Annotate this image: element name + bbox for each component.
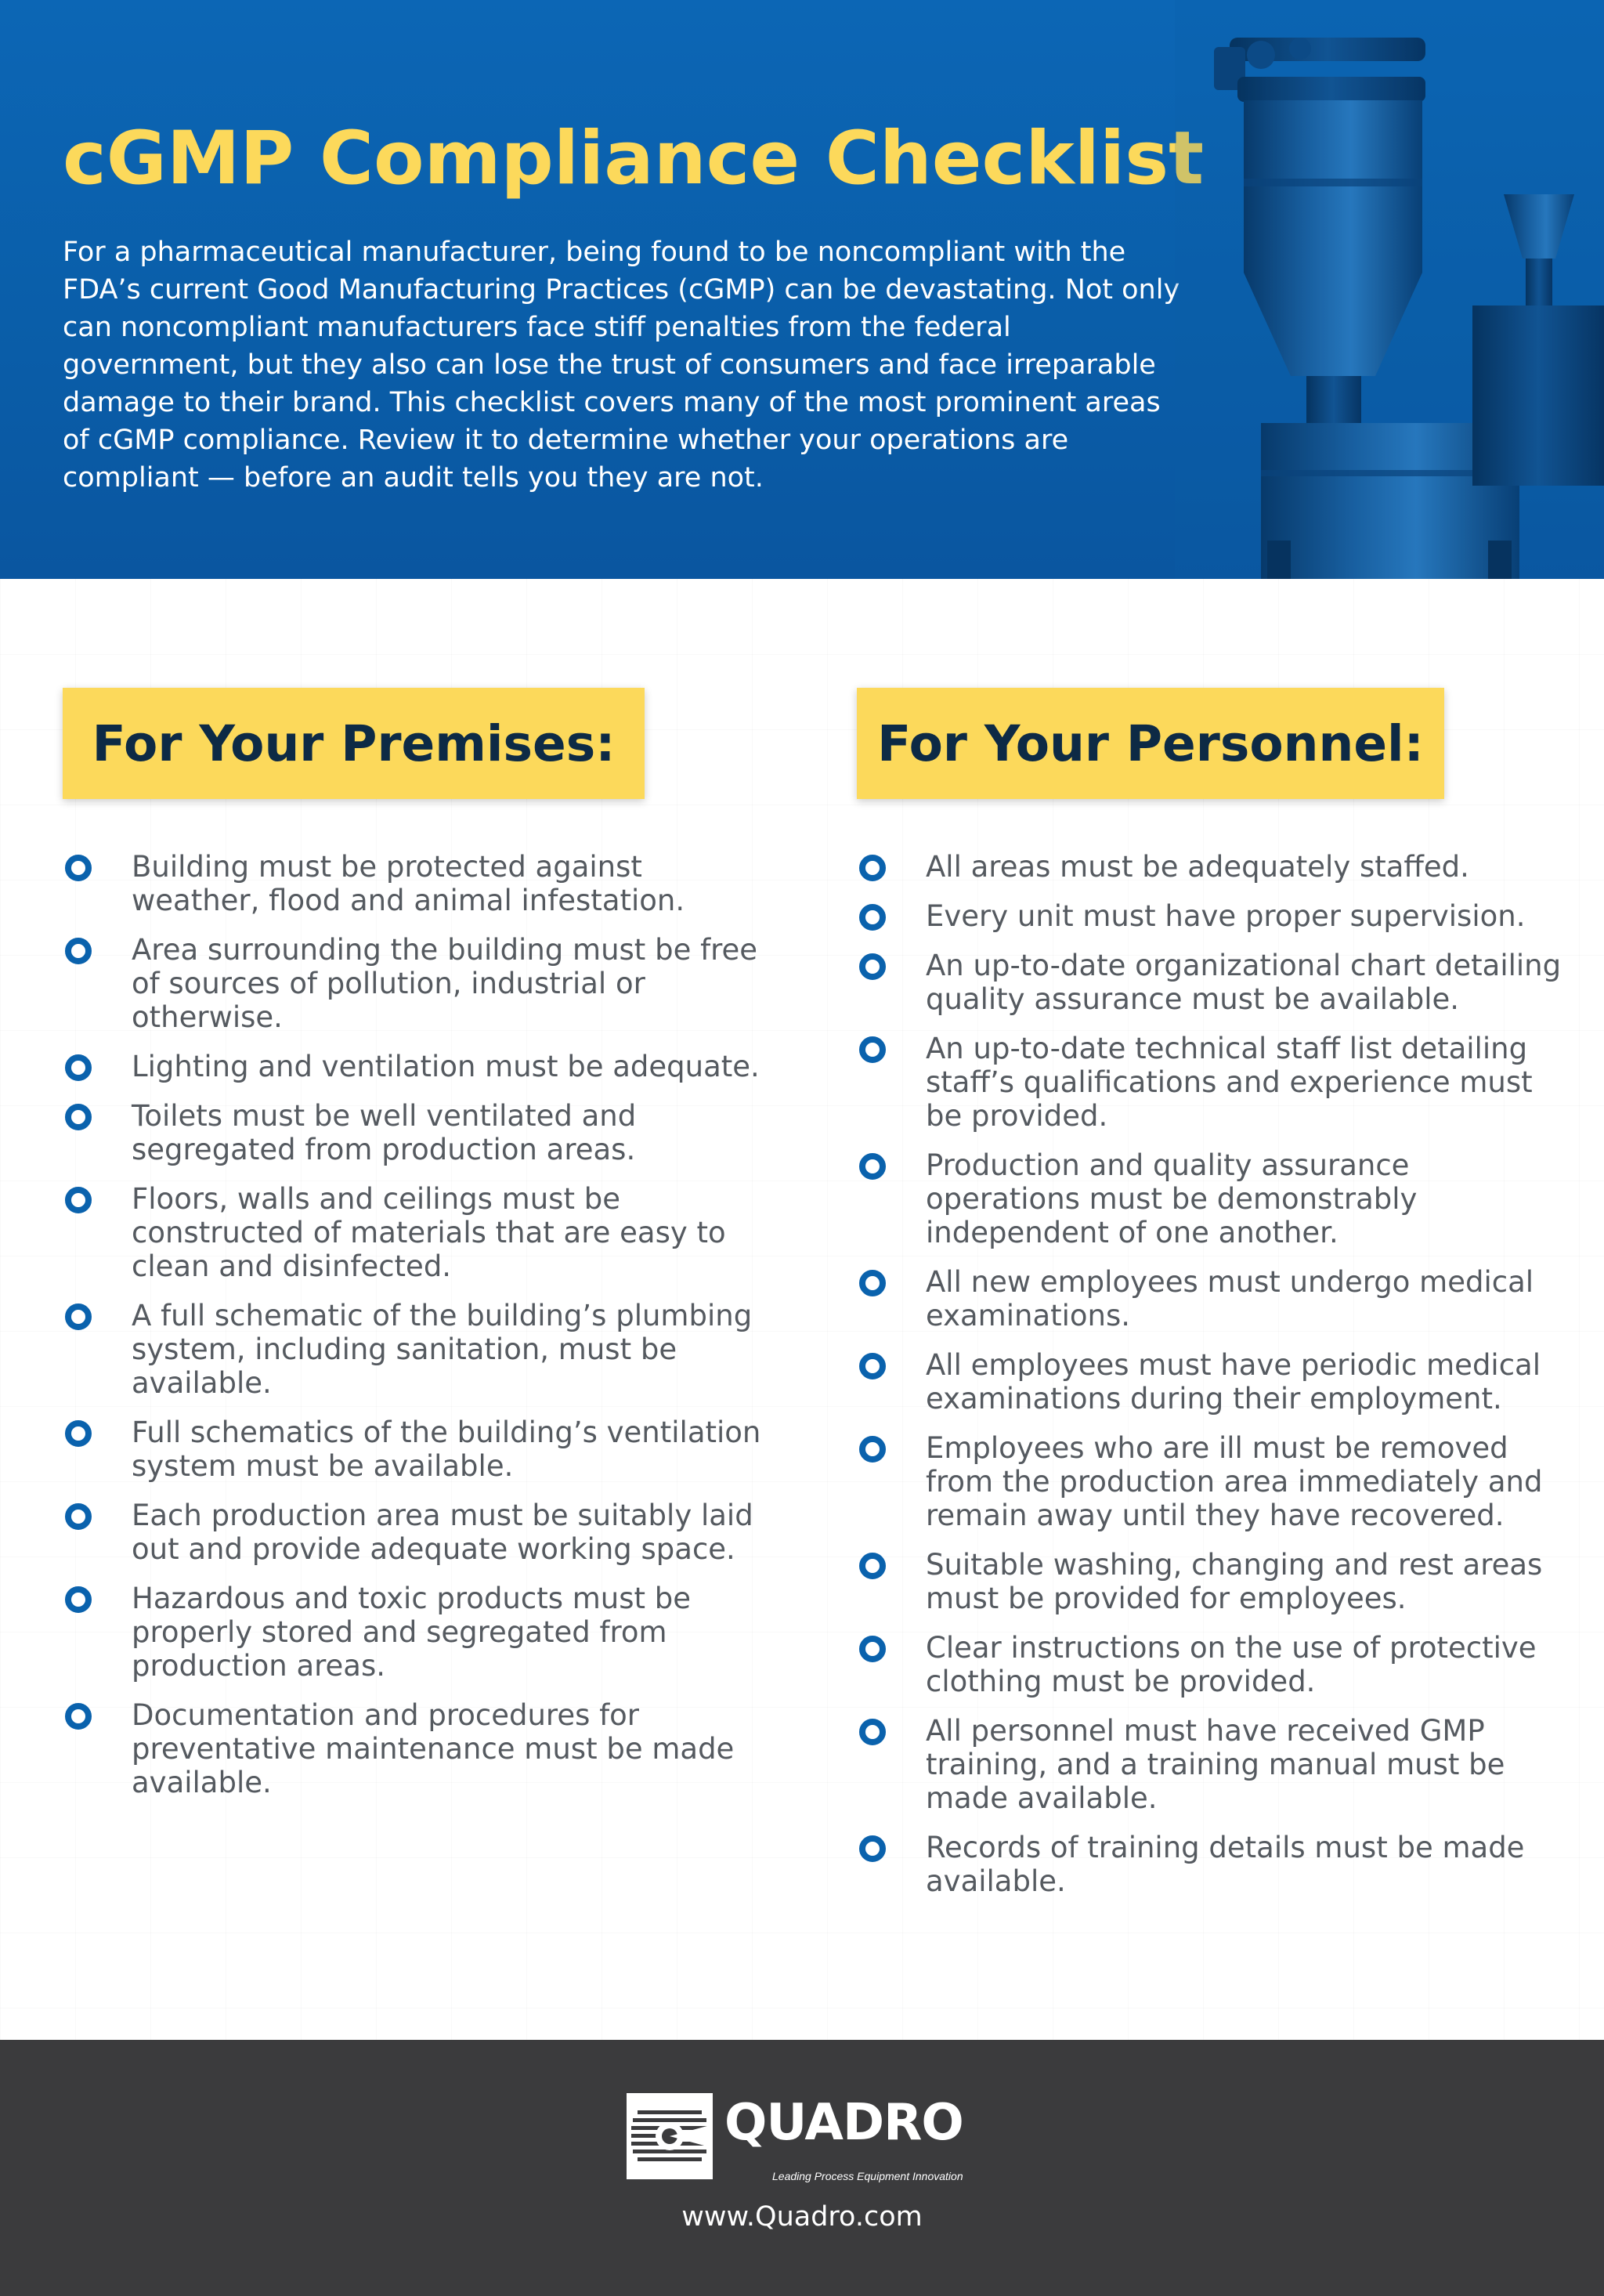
premises-heading-text: For Your Premises:	[92, 714, 616, 772]
personnel-item: All areas must be adequately staffed.	[857, 850, 1562, 884]
premises-item: Full schematics of the building’s ventilation system must be available.	[63, 1416, 768, 1483]
circle-bullet-icon	[65, 1104, 92, 1130]
premises-item: Toilets must be well ventilated and segregated from production areas.	[63, 1099, 768, 1166]
circle-bullet-icon	[859, 1153, 886, 1180]
personnel-item: Every unit must have proper supervision.	[857, 899, 1562, 933]
personnel-item: An up-to-date technical staff list detailing staff’s qualifications and experience must be provided.	[857, 1032, 1562, 1133]
circle-bullet-icon	[65, 855, 92, 881]
personnel-item: All new employees must undergo medical examinations.	[857, 1265, 1562, 1332]
premises-item: Area surrounding the building must be free of sources of pollution, industrial or otherwise.	[63, 933, 768, 1034]
circle-bullet-icon	[859, 1270, 886, 1296]
website-link[interactable]: www.Quadro.com	[681, 2201, 923, 2233]
premises-item: Floors, walls and ceilings must be constructed of materials that are easy to clean and disinfected.	[63, 1182, 768, 1283]
quadro-logo-icon	[627, 2093, 713, 2179]
circle-bullet-icon	[65, 1420, 92, 1447]
circle-bullet-icon	[859, 1636, 886, 1662]
personnel-item: Records of training details must be made available.	[857, 1831, 1562, 1898]
circle-bullet-icon	[65, 1586, 92, 1613]
premises-item: Lighting and ventilation must be adequate.	[63, 1050, 768, 1083]
hero-header	[0, 0, 1604, 579]
page-title: cGMP Compliance Checklist	[63, 116, 1205, 201]
personnel-item: All personnel must have received GMP training, and a training manual must be made available.	[857, 1714, 1562, 1815]
personnel-item: An up-to-date organizational chart detailing quality assurance must be available.	[857, 949, 1562, 1016]
personnel-heading-text: For Your Personnel:	[877, 714, 1424, 772]
personnel-item: Suitable washing, changing and rest areas must be provided for employees.	[857, 1548, 1562, 1615]
circle-bullet-icon	[859, 1436, 886, 1463]
premises-item: A full schematic of the building’s plumbing system, including sanitation, must be available.	[63, 1299, 768, 1400]
circle-bullet-icon	[859, 904, 886, 931]
circle-bullet-icon	[859, 1835, 886, 1862]
circle-bullet-icon	[65, 1303, 92, 1330]
circle-bullet-icon	[859, 1553, 886, 1579]
personnel-item: Production and quality assurance operations must be demonstrably independent of one another.	[857, 1148, 1562, 1249]
personnel-item: Clear instructions on the use of protective clothing must be provided.	[857, 1631, 1562, 1698]
circle-bullet-icon	[859, 1353, 886, 1379]
circle-bullet-icon	[65, 938, 92, 964]
circle-bullet-icon	[65, 1187, 92, 1213]
premises-item: Documentation and procedures for preventative maintenance must be made available.	[63, 1698, 768, 1799]
premises-checklist	[63, 850, 768, 1815]
premises-item: Building must be protected against weather, flood and animal infestation.	[63, 850, 768, 917]
circle-bullet-icon	[859, 953, 886, 980]
personnel-item: All employees must have periodic medical examinations during their employment.	[857, 1348, 1562, 1416]
personnel-heading	[857, 688, 1444, 799]
brand-tagline: Leading Process Equipment Innovation	[772, 2170, 963, 2182]
quadro-logo[interactable]	[627, 2090, 963, 2184]
circle-bullet-icon	[859, 1036, 886, 1063]
process-machine-illustration	[1175, 0, 1604, 579]
brand-name: QUADRO	[724, 2094, 963, 2152]
circle-bullet-icon	[65, 1503, 92, 1530]
circle-bullet-icon	[859, 855, 886, 881]
circle-bullet-icon	[65, 1054, 92, 1081]
premises-heading	[63, 688, 645, 799]
circle-bullet-icon	[65, 1703, 92, 1730]
premises-item: Hazardous and toxic products must be properly stored and segregated from production areas.	[63, 1582, 768, 1683]
circle-bullet-icon	[859, 1719, 886, 1745]
premises-item: Each production area must be suitably laid out and provide adequate working space.	[63, 1499, 768, 1566]
intro-paragraph: For a pharmaceutical manufacturer, being found to be noncompliant with the FDA’s current Good Manufacturing Practices (cGMP) can be devastating. Not only can noncompliant manufacturers face stiff penalties from the federal government, but they also can lose the trust of consumers and face irreparable damage to their brand. This checklist covers many of the most prominent areas of cGMP compliance. Review it to determine whether your operations are compliant — before an audit tells you they are not.	[63, 237, 1180, 494]
personnel-checklist	[857, 850, 1562, 1914]
personnel-item: Employees who are ill must be removed from the production area immediately and remain away until they have recovered.	[857, 1431, 1562, 1532]
